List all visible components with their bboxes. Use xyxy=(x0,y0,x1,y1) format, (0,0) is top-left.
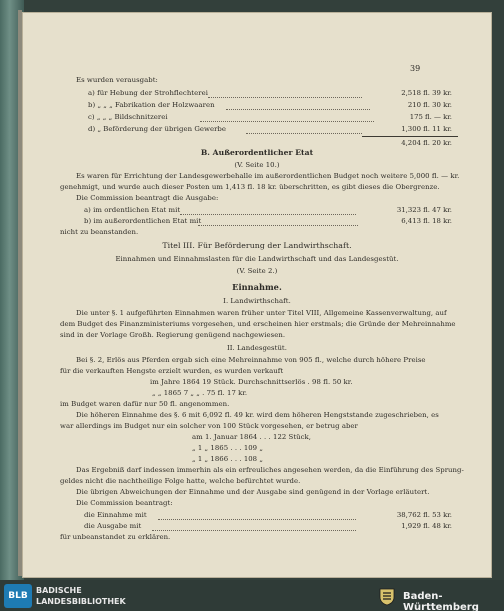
leader-dots xyxy=(180,213,356,215)
subsection-ii-heading: II. Landesgestüt. xyxy=(226,344,287,352)
subsection-ii-line: geldes nicht die nachtheilige Folge hatte, welche befürchtet wurde. xyxy=(60,477,301,485)
subsection-i-line: sind in der Vorlage Großh. Regierung genügend nachgewiesen. xyxy=(60,331,286,339)
subsection-i-heading: I. Landwirthschaft. xyxy=(223,297,291,305)
section-b-line: Die Commission beantragt die Ausgabe: xyxy=(76,194,219,202)
einnahme-heading: Einnahme. xyxy=(232,282,282,292)
section-b-line: Es waren für Errichtung der Landesgewerbehalle im außerordentlichen Budget noch weitere 5,000 fl. — kr. xyxy=(76,172,460,180)
subsection-ii-line: Das Ergebniß darf indessen immerhin als ein erfreuliches angesehen werden, da die Einführung des Sprung- xyxy=(76,466,464,474)
leader-dots xyxy=(152,529,356,531)
subsection-ii-line: Die übrigen Abweichungen der Einnahme und der Ausgabe sind genügend in der Vorlage erläutert. xyxy=(76,488,430,496)
subsection-ii-line: „ „ 1865 7 „ „ . 75 fl. 17 kr. xyxy=(152,389,248,397)
expense-c-label: c) „ „ „ Bildschnitzerei xyxy=(88,113,168,121)
final-item-ausgabe-amount: 1,929 fl. 48 kr. xyxy=(401,522,452,530)
expense-b-label: b) „ „ „ Fabrikation der Holzwaaren xyxy=(88,101,215,109)
expense-c-amount: 175 fl. — kr. xyxy=(409,113,452,121)
leader-dots xyxy=(158,518,356,520)
leader-dots xyxy=(198,224,358,226)
leader-dots xyxy=(246,132,362,134)
baden-wuerttemberg-label[interactable]: Baden-Württemberg xyxy=(403,591,479,611)
expense-total: 4,204 fl. 20 kr. xyxy=(401,139,452,147)
leader-dots xyxy=(208,96,362,98)
subsection-ii-line: im Jahre 1864 19 Stück. Durchschnittserlös . 98 fl. 50 kr. xyxy=(150,378,353,386)
final-item-einnahme: die Einnahme mit xyxy=(84,511,147,519)
leader-dots xyxy=(226,108,370,110)
subsection-ii-line: „ 1 „ 1865 . . . 109 „ xyxy=(192,444,263,452)
subsection-ii-line: Die höheren Einnahme des §. 6 mit 6,092 fl. 49 kr. wird dem höheren Hengststande zugeschrieben, es xyxy=(76,411,439,419)
title-iii-ref: (V. Seite 2.) xyxy=(236,267,278,275)
subsection-ii-line: am 1. Januar 1864 . . . 122 Stück, xyxy=(192,433,311,441)
subsection-ii-line: für die verkauften Hengste erzielt wurden, es wurden verkauft xyxy=(60,367,284,375)
final-item-ausgabe: die Ausgabe mit xyxy=(84,522,142,530)
section-b-title: B. Außerordentlicher Etat xyxy=(200,148,314,157)
expense-d-label: d) „ Beförderung der übrigen Gewerbe xyxy=(88,125,227,133)
leader-dots xyxy=(200,120,374,122)
title-iii-sub: Einnahmen und Einnahmslasten für die Landwirthschaft und das Landesgestüt. xyxy=(115,255,399,263)
final-item-einnahme-amount: 38,762 fl. 53 kr. xyxy=(396,511,452,519)
intro-line: Es wurden verausgabt: xyxy=(76,76,158,84)
sum-rule xyxy=(362,136,458,137)
expense-a-amount: 2,518 fl. 39 kr. xyxy=(401,89,452,97)
page-number: 39 xyxy=(410,64,421,73)
blb-name-line2[interactable]: LANDESBIBLIOTHEK xyxy=(36,597,126,606)
subsection-ii-line: Die Commission beantragt: xyxy=(76,499,173,507)
final-tail: für unbeanstandet zu erklären. xyxy=(60,533,171,541)
subsection-i-line: dem Budget des Finanzministeriums vorgesehen, und erscheinen hier erstmals; die Gründe der Mehreinnahme xyxy=(60,320,456,328)
section-b-line: genehmigt, und wurde auch dieser Posten um 1,413 fl. 18 kr. überschritten, es gibt dieses die Obergrenze. xyxy=(60,183,440,191)
title-iii: Titel III. Für Beförderung der Landwirthschaft. xyxy=(162,241,352,250)
section-b-item-a-amount: 31,323 fl. 47 kr. xyxy=(396,206,452,214)
section-b-item-a: a) im ordentlichen Etat mit xyxy=(84,206,181,214)
section-b-item-b: b) im außerordentlichen Etat mit xyxy=(84,217,202,225)
expense-a-label: a) für Hebung der Strohflechterei xyxy=(88,89,208,97)
scanned-page xyxy=(22,12,492,578)
blb-logo-icon[interactable]: BLB xyxy=(4,584,32,608)
section-b-item-b-amount: 6,413 fl. 18 kr. xyxy=(401,217,452,225)
subsection-ii-line: war allerdings im Budget nur ein solcher von 100 Stück vorgesehen, er betrug aber xyxy=(60,422,358,430)
expense-d-amount: 1,300 fl. 11 kr. xyxy=(401,125,452,133)
blb-name-line1[interactable]: BADISCHE xyxy=(36,586,82,595)
subsection-ii-line: Bei §. 2, Erlös aus Pferden ergab sich eine Mehreinnahme von 905 fl., welche durch höhere Preise xyxy=(76,356,426,364)
subsection-ii-line: im Budget waren dafür nur 50 fl. angenommen. xyxy=(60,400,230,408)
subsection-i-line: Die unter §. 1 aufgeführten Einnahmen waren früher unter Titel VIII, Allgemeine Kassenverwaltung, auf xyxy=(76,309,447,317)
section-b-tail: nicht zu beanstanden. xyxy=(60,228,139,236)
expense-b-amount: 210 fl. 30 kr. xyxy=(407,101,452,109)
subsection-ii-line: „ 1 „ 1866 . . . 108 „ xyxy=(192,455,263,463)
coat-of-arms-icon xyxy=(377,587,397,606)
section-b-ref: (V. Seite 10.) xyxy=(234,161,280,169)
